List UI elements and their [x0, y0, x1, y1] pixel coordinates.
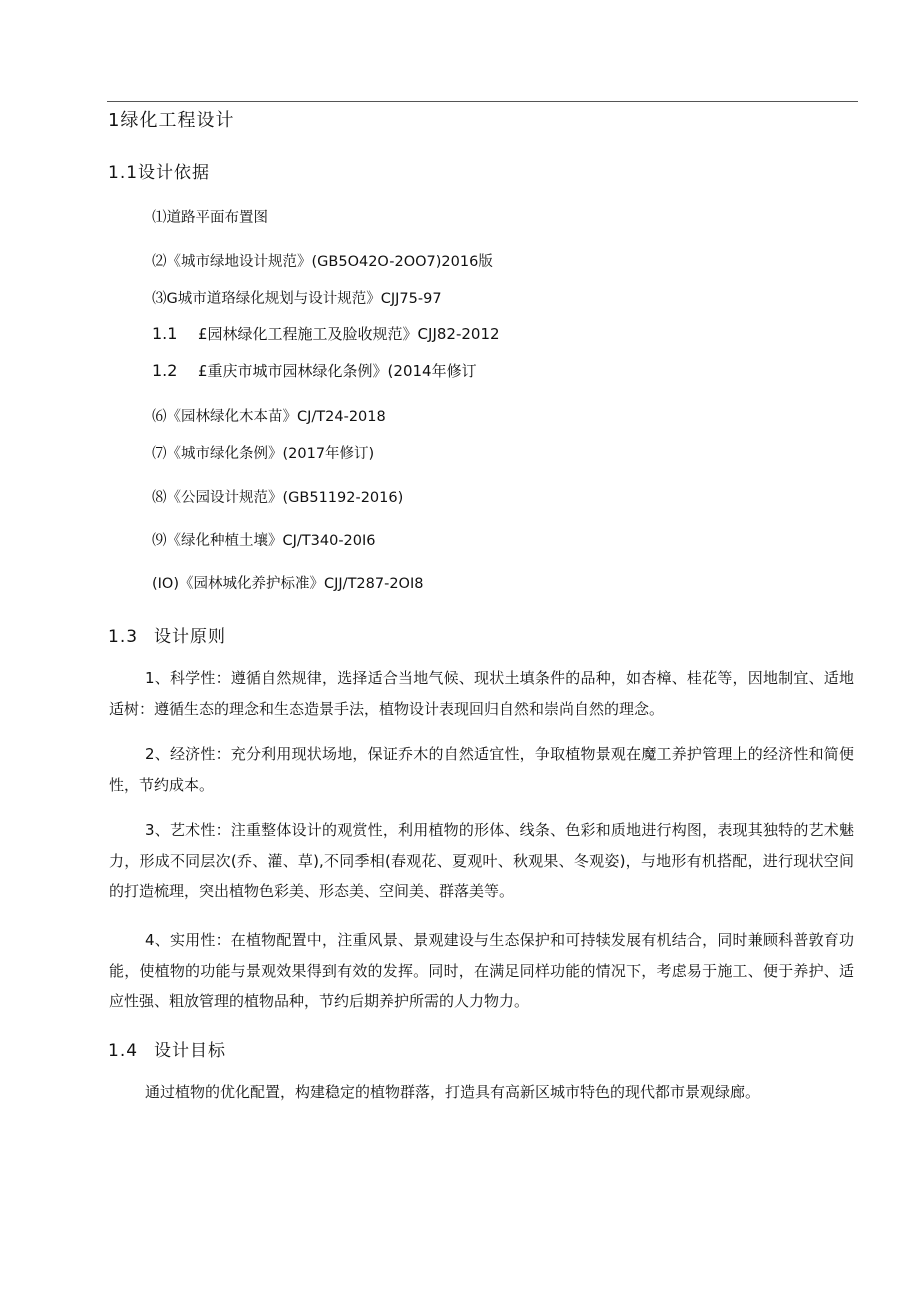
reference-number: 1.2 — [152, 361, 178, 380]
section-heading-1-3 — [108, 622, 226, 647]
reference-text: £园林绿化工程施工及脸收规范》CJJ82-2012 — [198, 325, 500, 343]
reference-item: ⑴道路平面布置图 — [152, 210, 268, 226]
header-rule — [107, 101, 858, 102]
section-number: 1.3 — [108, 627, 139, 647]
reference-item: ⑼《绿化种植土壤》CJ/T340-20I6 — [152, 533, 376, 549]
section-title: 设计依据 — [138, 163, 211, 183]
principle-paragraph: 4、实用性：在植物配置中，注重风景、景观建设与生态保护和可持犊发展有机结合，同时兼顾科普敦育功能，使植物的功能与景观效果得到有效的发挥。同时，在满足同样功能的情况下，考虑易于施工、便于养护、适应性强、粗放管理的植物品种，节约后期养护所需的人力物力。 — [109, 931, 854, 1010]
principle-paragraph: 3、艺术性：注重整体设计的观赏性，利用植物的形体、线条、色彩和质地进行构图，表现其独特的艺术魅力，形成不同层次(乔、灌、草),不同季相(春观花、夏观叶、秋观果、冬观姿)，与地形有机搭配，进行现状空间的打造梳理，突出植物色彩美、形态美、空间美、群落美等。 — [109, 821, 854, 900]
reference-item: ⑻《公园设计规范》(GB51192-2016) — [152, 490, 404, 506]
reference-text: £重庆市城市园林绿化条例》(2014年修订 — [198, 362, 477, 380]
section-heading-1-4 — [108, 1036, 226, 1061]
principle-paragraph: 2、经济性：充分利用现状场地，保证乔木的自然适宜性，争取植物景观在魔工养护管理上的经济性和简便性，节约成本。 — [109, 745, 854, 794]
reference-item: ⑵《城市绿地设计规范》(GB5O42O-2OO7)2016版 — [152, 254, 493, 270]
reference-number: 1.1 — [152, 324, 178, 343]
section-number: 1.4 — [108, 1041, 139, 1061]
principle-paragraph: 1、科学性：遵循自然规律，选择适合当地气候、现状土填条件的品种，如杏樟、桂花等，因地制宜、适地适树：遵循生态的理念和生态造景手法，植物设计表现回归自然和崇尚自然的理念。 — [109, 669, 854, 718]
reference-item-numbered — [152, 360, 477, 381]
reference-item: ⑺《城市绿化条例》(2017年修订) — [152, 446, 375, 462]
reference-item: (IO)《园林城化养护标准》CJJ/T287-2OI8 — [152, 576, 424, 592]
section-title: 设计目标 — [154, 1041, 226, 1061]
section-heading-1-1 — [108, 158, 210, 183]
section-title: 设计原则 — [154, 627, 226, 647]
goal-paragraph: 通过植物的优化配置，构建稳定的植物群落，打造具有高新区城市特色的现代都市景观绿廊。 — [145, 1083, 761, 1101]
section-number: 1.1 — [108, 163, 139, 183]
reference-item-numbered — [152, 323, 500, 344]
reference-item: ⑶G城市道珞绿化规划与设计规范》CJJ75-97 — [152, 291, 442, 307]
heading-main: 1绿化工程设计 — [108, 110, 235, 131]
reference-item: ⑹《园林绿化木本苗》CJ/T24-2018 — [152, 409, 386, 425]
